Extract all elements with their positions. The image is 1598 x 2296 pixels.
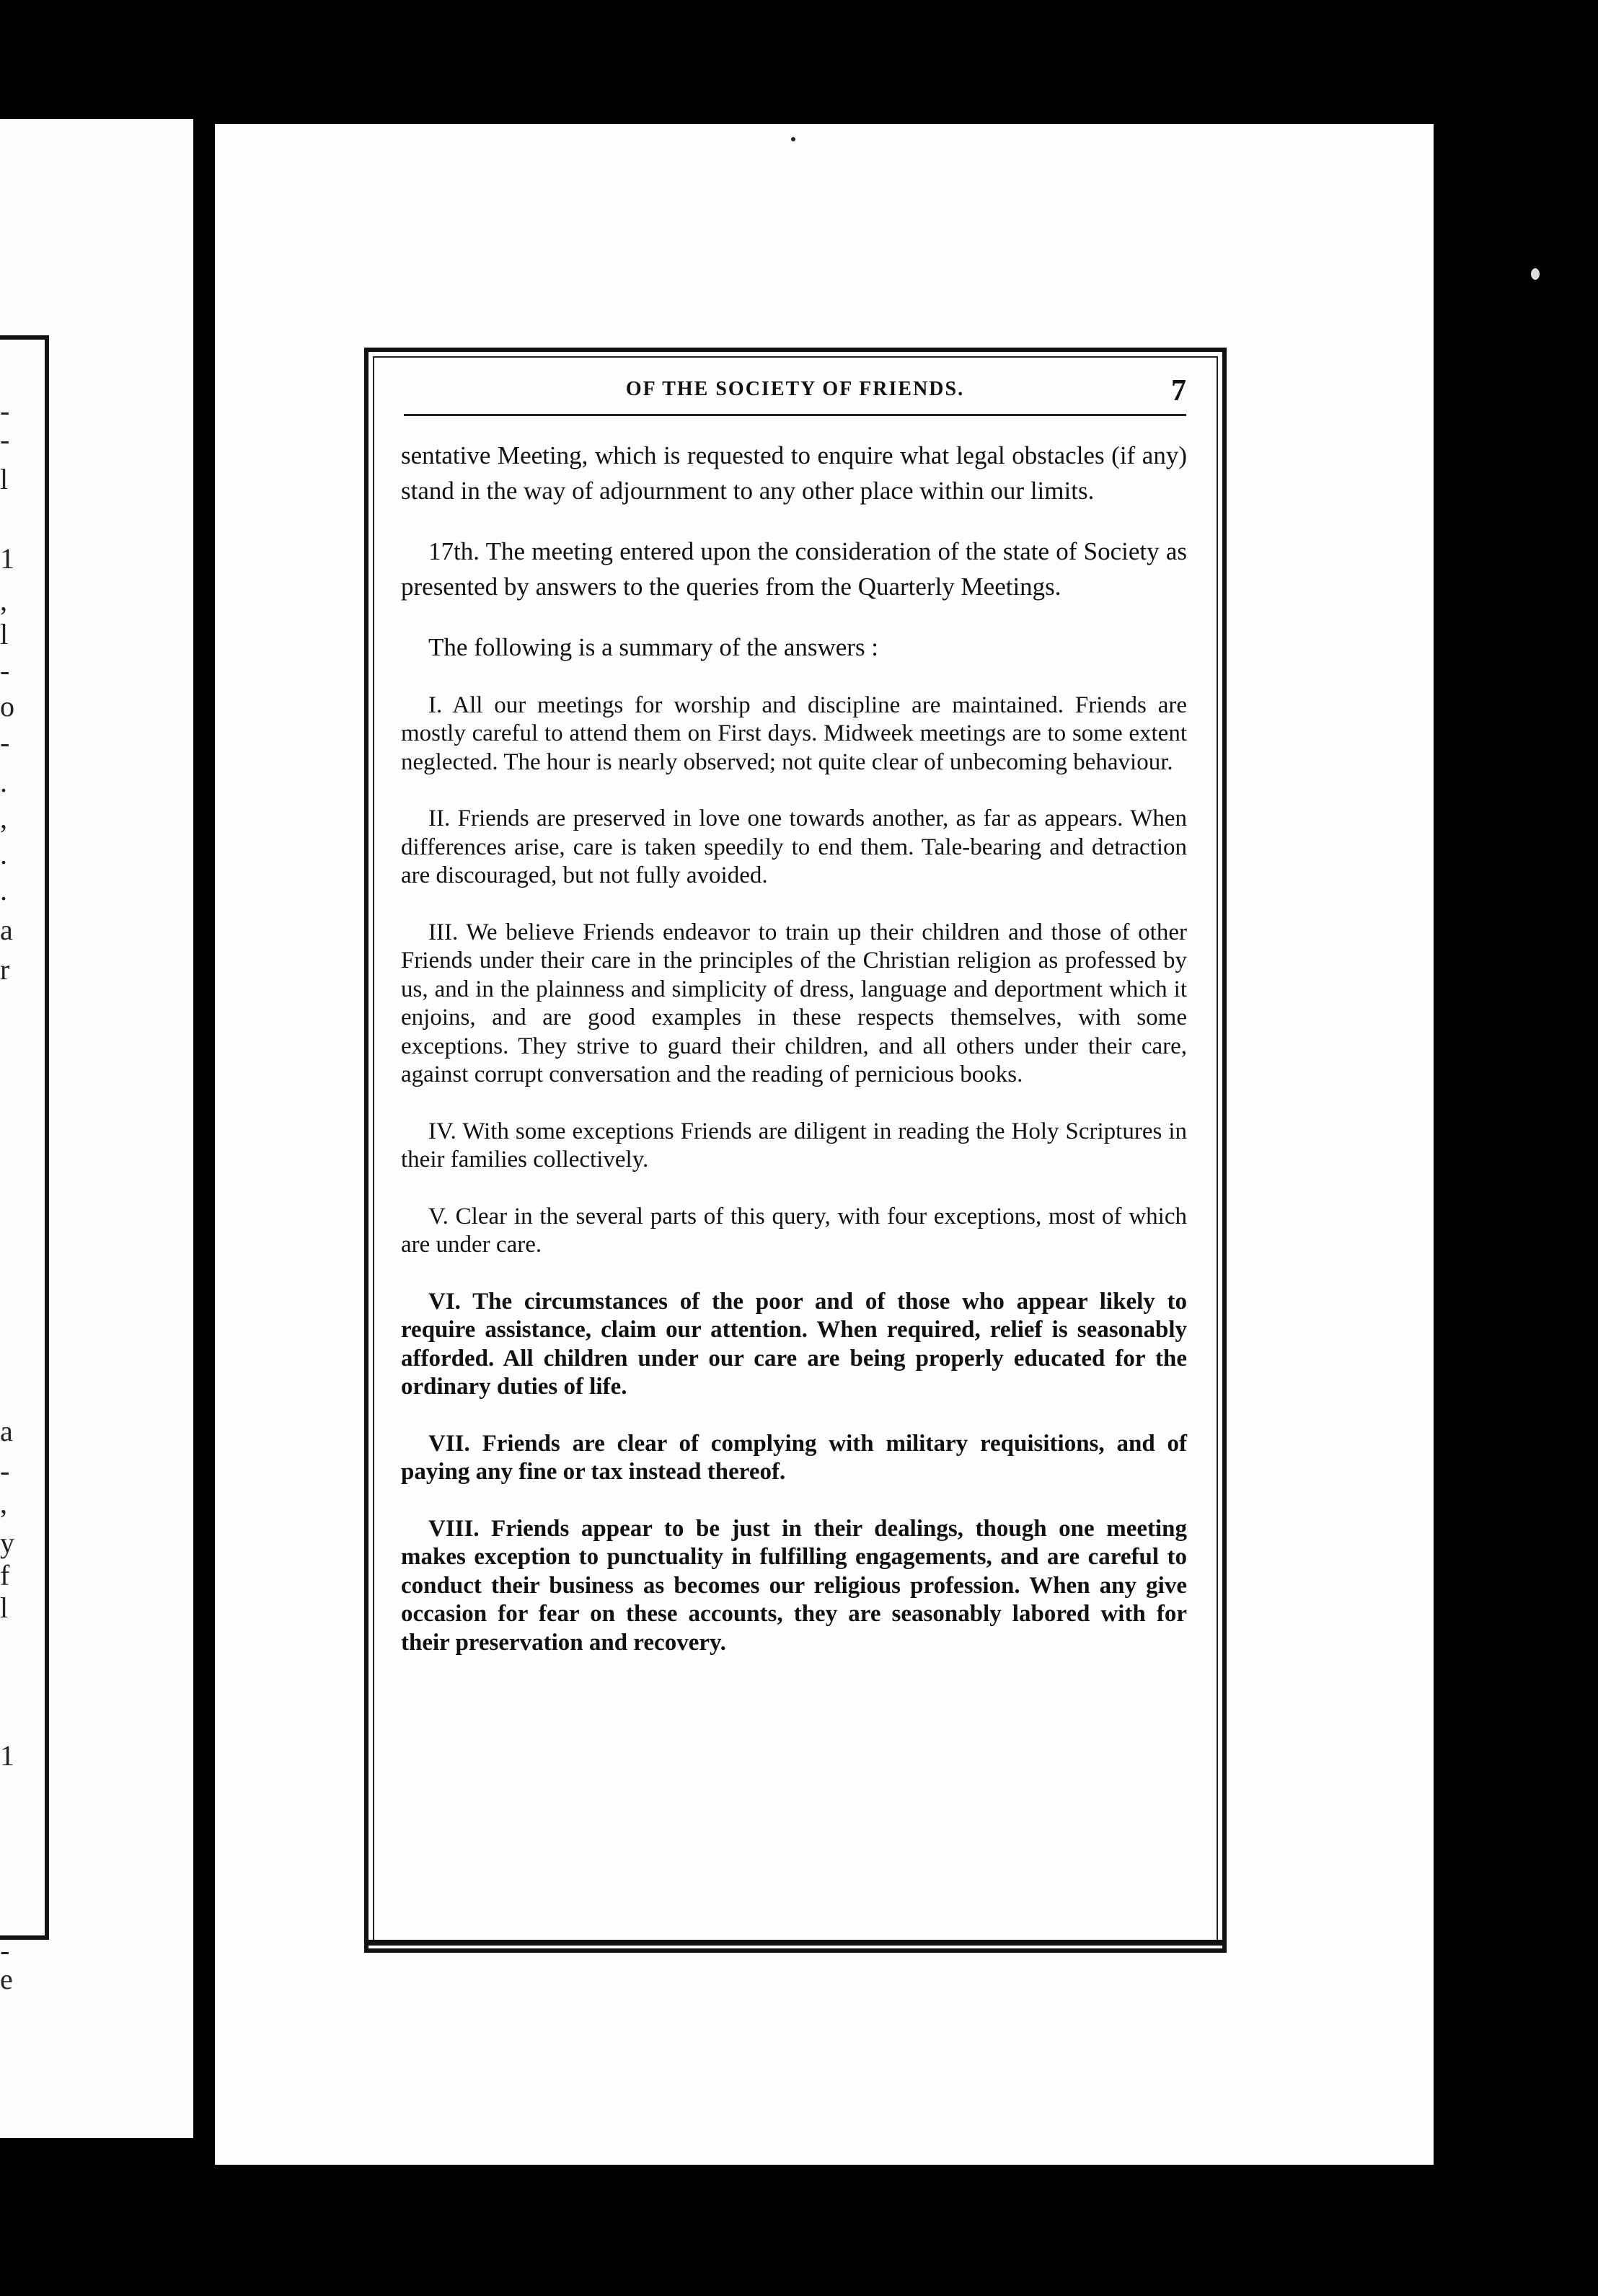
left-page-fragment: 1 (0, 1739, 14, 1772)
left-page-fragment: - (0, 654, 10, 686)
ink-speck (1531, 268, 1540, 280)
left-page-fragment: l (0, 463, 9, 495)
left-page-fragment: e (0, 1963, 13, 1995)
left-page-fragment: , (0, 584, 7, 617)
left-page-fragment: a (0, 1415, 13, 1447)
left-facing-page (0, 119, 193, 2138)
left-page-fragment: r (0, 953, 10, 986)
header-rule (404, 414, 1186, 416)
left-page-fragment: y (0, 1527, 14, 1559)
query-answer-1: I. All our meetings for worship and discipline are maintained. Friends are mostly careful to attend them on First days. Midweek meetings are to some extent neglected. The hour is nearly observed; not quite clear of unbecoming behaviour. (401, 692, 1187, 775)
left-page-fragment: - (0, 423, 10, 456)
left-page-fragment: - (0, 394, 10, 427)
paragraph: sentative Meeting, which is requested to enquire what legal obstacles (if any) stand in the way of adjournment to any other place within our limits. (401, 441, 1187, 505)
left-page-fragment: l (0, 618, 9, 650)
paragraph: The following is a summary of the answers : (428, 633, 879, 661)
left-page-fragment: . (0, 838, 7, 870)
left-page-fragment: - (0, 1934, 10, 1966)
query-answer-4: IV. With some exceptions Friends are diligent in reading the Holy Scriptures in their families collectively. (401, 1118, 1187, 1173)
query-answer-2: II. Friends are preserved in love one towards another, as far as appears. When differences arise, care is taken speedily to end them. Tale-bearing and detraction are discouraged, but not fully avoided. (401, 805, 1187, 888)
page-number: 7 (1171, 374, 1186, 407)
left-page-fragment: f (0, 1559, 10, 1591)
left-page-fragment: l (0, 1591, 9, 1624)
left-page-fragment: . (0, 766, 7, 798)
left-page-fragment: . (0, 874, 7, 906)
left-page-fragment: , (0, 1487, 7, 1519)
query-answer-6: VI. The circumstances of the poor and of those who appear likely to require assistance, claim our attention. When required, relief is seasonably afforded. All children under our care are being properly educated for the ordinary duties of life. (401, 1288, 1187, 1400)
paragraph: 17th. The meeting entered upon the consideration of the state of Society as presented by answers to the queries from the Quarterly Meetings. (401, 537, 1187, 601)
page-bottom-rule (364, 1940, 1227, 1946)
left-page-fragment: , (0, 802, 7, 834)
page-header (404, 374, 1186, 410)
query-answer-5: V. Clear in the several parts of this query, with four exceptions, most of which are under care. (401, 1203, 1187, 1258)
query-answer-8: VIII. Friends appear to be just in their dealings, though one meeting makes exception to punctuality in fulfilling engagements, and are careful to conduct their business as becomes our religious profession. When any give occasion for fear on these accounts, they are seasonably labored with for their preservation and recovery. (401, 1515, 1187, 1656)
query-answer-3: III. We believe Friends endeavor to train up their children and those of other Friends under their care in the principles of the Christian religion as professed by us, and in the plainness and simplicity of dress, language and deportment which it enjoins, and are good examples in these respects themselves, with some exceptions. They strive to guard their children, and all others under their care, against corrupt conversation and the reading of pernicious books. (401, 919, 1187, 1087)
page-body (401, 438, 1187, 1685)
left-page-frame (0, 335, 49, 1940)
ink-speck (791, 137, 795, 141)
left-page-fragment: a (0, 914, 13, 946)
left-page-fragment: - (0, 726, 10, 759)
left-page-fragment: o (0, 690, 14, 723)
left-page-fragment: 1 (0, 542, 14, 575)
left-page-fragment: - (0, 1454, 10, 1487)
query-answer-7: VII. Friends are clear of complying with military requisitions, and of paying any fine or tax instead thereof. (401, 1430, 1187, 1485)
running-head: OF THE SOCIETY OF FRIENDS. (625, 378, 965, 400)
